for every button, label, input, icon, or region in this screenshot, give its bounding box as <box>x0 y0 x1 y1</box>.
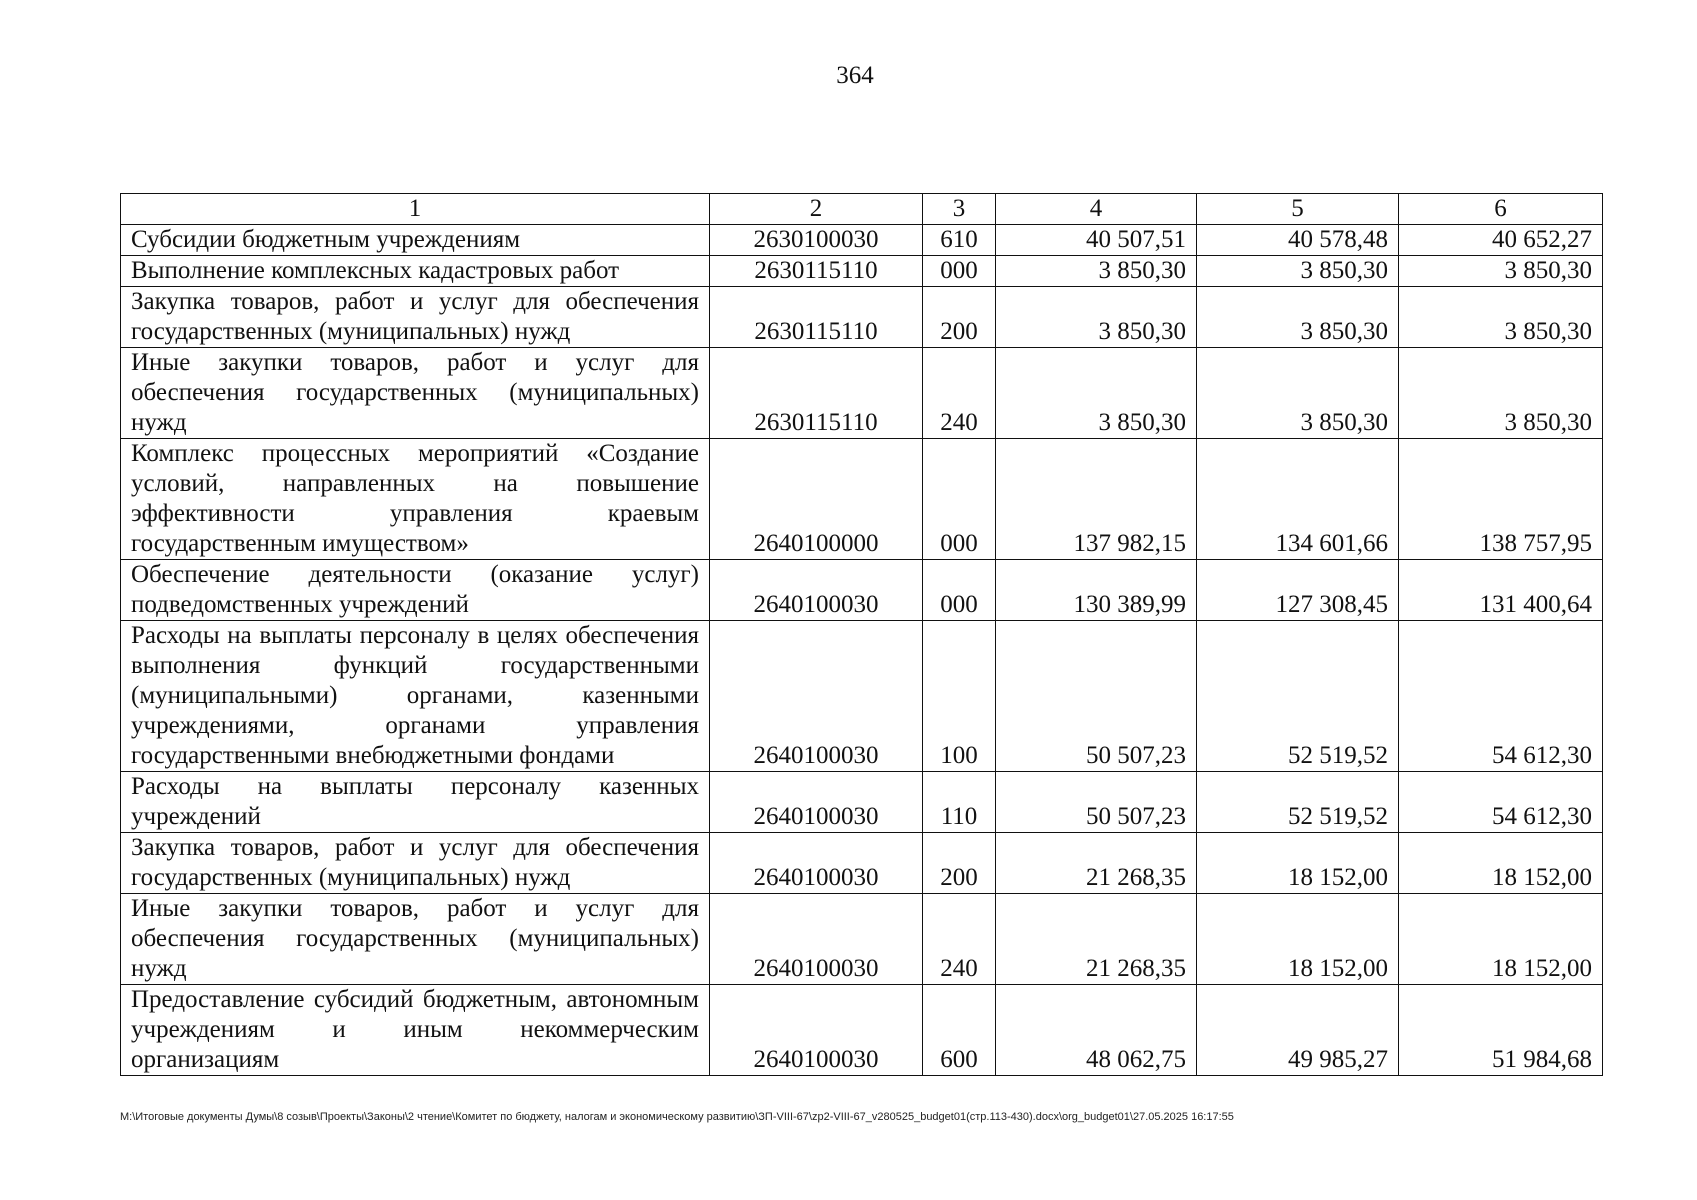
row-value-col6: 3 850,30 <box>1399 348 1603 439</box>
row-value-col5: 127 308,45 <box>1197 560 1399 621</box>
row-target-code: 2630115110 <box>710 256 923 287</box>
row-name: Закупка товаров, работ и услуг для обеспечения государственных (муниципальных) нужд <box>121 287 710 348</box>
row-name: Закупка товаров, работ и услуг для обеспечения государственных (муниципальных) нужд <box>121 833 710 894</box>
table-row <box>121 439 1603 560</box>
column-header-6: 6 <box>1399 194 1603 225</box>
row-value-col6: 40 652,27 <box>1399 225 1603 256</box>
table-row <box>121 985 1603 1076</box>
row-expense-type: 610 <box>923 225 996 256</box>
row-value-col6: 3 850,30 <box>1399 287 1603 348</box>
row-target-code: 2640100030 <box>710 621 923 772</box>
row-value-col4: 3 850,30 <box>996 348 1197 439</box>
row-value-col4: 21 268,35 <box>996 833 1197 894</box>
row-name: Субсидии бюджетным учреждениям <box>121 225 710 256</box>
row-value-col4: 48 062,75 <box>996 985 1197 1076</box>
row-expense-type: 000 <box>923 560 996 621</box>
page-number: 364 <box>836 62 874 89</box>
table-row <box>121 772 1603 833</box>
table-row <box>121 621 1603 772</box>
row-value-col4: 50 507,23 <box>996 772 1197 833</box>
row-value-col6: 54 612,30 <box>1399 621 1603 772</box>
table-row <box>121 225 1603 256</box>
column-header-4: 4 <box>996 194 1197 225</box>
row-expense-type: 000 <box>923 439 996 560</box>
column-header-3: 3 <box>923 194 996 225</box>
row-value-col5: 52 519,52 <box>1197 621 1399 772</box>
row-value-col5: 18 152,00 <box>1197 894 1399 985</box>
table-row <box>121 348 1603 439</box>
row-value-col6: 18 152,00 <box>1399 894 1603 985</box>
row-target-code: 2640100030 <box>710 772 923 833</box>
table-row <box>121 894 1603 985</box>
row-name: Иные закупки товаров, работ и услуг для обеспечения государственных (муниципальных) нужд <box>121 894 710 985</box>
row-target-code: 2640100000 <box>710 439 923 560</box>
row-value-col4: 50 507,23 <box>996 621 1197 772</box>
row-value-col5: 134 601,66 <box>1197 439 1399 560</box>
row-expense-type: 240 <box>923 894 996 985</box>
row-expense-type: 240 <box>923 348 996 439</box>
row-target-code: 2640100030 <box>710 985 923 1076</box>
row-value-col5: 3 850,30 <box>1197 348 1399 439</box>
row-name: Предоставление субсидий бюджетным, автономным учреждениям и иным некоммерческим организациям <box>121 985 710 1076</box>
row-value-col6: 51 984,68 <box>1399 985 1603 1076</box>
table-row <box>121 560 1603 621</box>
row-expense-type: 100 <box>923 621 996 772</box>
row-value-col4: 3 850,30 <box>996 287 1197 348</box>
table-row <box>121 833 1603 894</box>
row-name: Выполнение комплексных кадастровых работ <box>121 256 710 287</box>
row-name: Обеспечение деятельности (оказание услуг) подведомственных учреждений <box>121 560 710 621</box>
table-row <box>121 287 1603 348</box>
table-header-row <box>121 194 1603 225</box>
row-value-col6: 54 612,30 <box>1399 772 1603 833</box>
row-value-col6: 3 850,30 <box>1399 256 1603 287</box>
row-value-col6: 18 152,00 <box>1399 833 1603 894</box>
row-target-code: 2640100030 <box>710 560 923 621</box>
row-expense-type: 200 <box>923 833 996 894</box>
column-header-2: 2 <box>710 194 923 225</box>
row-name: Расходы на выплаты персоналу казенных учреждений <box>121 772 710 833</box>
row-value-col5: 49 985,27 <box>1197 985 1399 1076</box>
row-value-col5: 40 578,48 <box>1197 225 1399 256</box>
row-value-col5: 3 850,30 <box>1197 287 1399 348</box>
footer-file-path: M:\Итоговые документы Думы\8 созыв\Проекты\Законы\2 чтение\Комитет по бюджету, налогам и экономическому развитию\ЗП-VIII-67\zp2-VIII-67_v280525_budget01(стр.113-430).docx\org_budget01\27.05.2025 16:17:55 <box>120 1111 1234 1123</box>
row-expense-type: 000 <box>923 256 996 287</box>
row-name: Иные закупки товаров, работ и услуг для обеспечения государственных (муниципальных) нужд <box>121 348 710 439</box>
budget-table <box>120 193 1603 1076</box>
row-value-col4: 130 389,99 <box>996 560 1197 621</box>
column-header-1: 1 <box>121 194 710 225</box>
row-target-code: 2630115110 <box>710 287 923 348</box>
row-value-col4: 21 268,35 <box>996 894 1197 985</box>
row-target-code: 2630115110 <box>710 348 923 439</box>
table-row <box>121 256 1603 287</box>
row-value-col5: 3 850,30 <box>1197 256 1399 287</box>
row-expense-type: 110 <box>923 772 996 833</box>
row-name: Расходы на выплаты персоналу в целях обеспечения выполнения функций государственными (муниципальными) органами, казенными учреждениями, органами управления государственными внебюджетными фондами <box>121 621 710 772</box>
row-name: Комплекс процессных мероприятий «Создание условий, направленных на повышение эффективности управления краевым государственным имуществом» <box>121 439 710 560</box>
row-value-col4: 40 507,51 <box>996 225 1197 256</box>
row-value-col6: 138 757,95 <box>1399 439 1603 560</box>
row-value-col4: 3 850,30 <box>996 256 1197 287</box>
row-expense-type: 600 <box>923 985 996 1076</box>
row-expense-type: 200 <box>923 287 996 348</box>
row-target-code: 2640100030 <box>710 894 923 985</box>
row-value-col6: 131 400,64 <box>1399 560 1603 621</box>
row-value-col5: 18 152,00 <box>1197 833 1399 894</box>
row-value-col5: 52 519,52 <box>1197 772 1399 833</box>
column-header-5: 5 <box>1197 194 1399 225</box>
row-value-col4: 137 982,15 <box>996 439 1197 560</box>
row-target-code: 2630100030 <box>710 225 923 256</box>
row-target-code: 2640100030 <box>710 833 923 894</box>
